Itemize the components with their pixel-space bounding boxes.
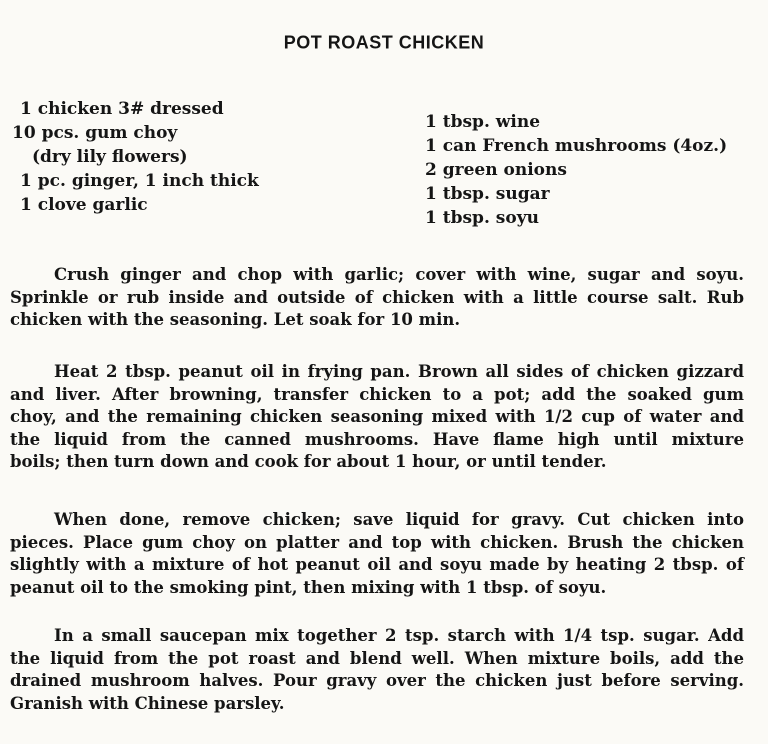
paragraph-line: drained mushroom halves. Pour gravy over the chicken just before serving. [10,671,744,690]
paragraph-line: Granish with Chinese parsley. [10,693,285,713]
paragraph-4 [10,625,744,715]
paragraph-line: chicken with the seasoning. Let soak for 10 min. [10,310,461,329]
ingredient-item: 1 clove garlic [20,195,148,215]
paragraph-line: slightly with a mixture of hot peanut oil and soyu made by heating 2 tbsp. of [10,555,744,574]
paragraph-line: choy, and the remaining chicken seasoning mixed with 1/2 cup of water and [10,407,744,426]
ingredients-left [12,97,259,217]
paragraph-1 [10,264,744,332]
ingredient-item: 1 can French mushrooms (4oz.) [425,136,728,156]
paragraph-line: In a small saucepan mix together 2 tsp. starch with 1/4 tsp. sugar. Add [54,626,744,645]
paragraph-line: the liquid from the canned mushrooms. Have flame high until mixture [10,429,744,449]
ingredients-right [425,110,727,230]
recipe-title: POT ROAST CHICKEN [283,31,485,53]
paragraph-line: peanut oil to the smoking pint, then mixing with 1 tbsp. of soyu. [10,577,607,597]
paragraph-line: the liquid from the pot roast and blend well. When mixture boils, add the [10,648,744,668]
ingredient-item: 1 tbsp. sugar [425,184,550,204]
ingredient-item: 1 tbsp. wine [425,112,541,132]
paragraph-line: Sprinkle or rub inside and outside of chicken with a little course salt. Rub [10,287,744,307]
paragraph-3 [10,509,744,599]
paragraph-line: When done, remove chicken; save liquid for gravy. Cut chicken into [54,510,744,529]
ingredient-item: (dry lily flowers) [32,147,188,167]
ingredient-item: 1 tbsp. soyu [425,208,539,228]
paragraph-line: Heat 2 tbsp. peanut oil in frying pan. Brown all sides of chicken gizzard [54,362,744,381]
paragraph-line: pieces. Place gum choy on platter and top with chicken. Brush the chicken [10,532,744,552]
ingredient-item: 10 pcs. gum choy [12,123,178,143]
ingredient-item: 2 green onions [425,160,567,180]
paragraph-line: boils; then turn down and cook for about 1 hour, or until tender. [10,452,607,471]
paragraph-line: and liver. After browning, transfer chicken to a pot; add the soaked gum [10,384,744,404]
ingredient-item: 1 chicken 3# dressed [20,99,224,119]
paragraph-line: Crush ginger and chop with garlic; cover with wine, sugar and soyu. [54,265,744,284]
ingredient-item: 1 pc. ginger, 1 inch thick [20,171,259,191]
paragraph-2 [10,361,744,474]
